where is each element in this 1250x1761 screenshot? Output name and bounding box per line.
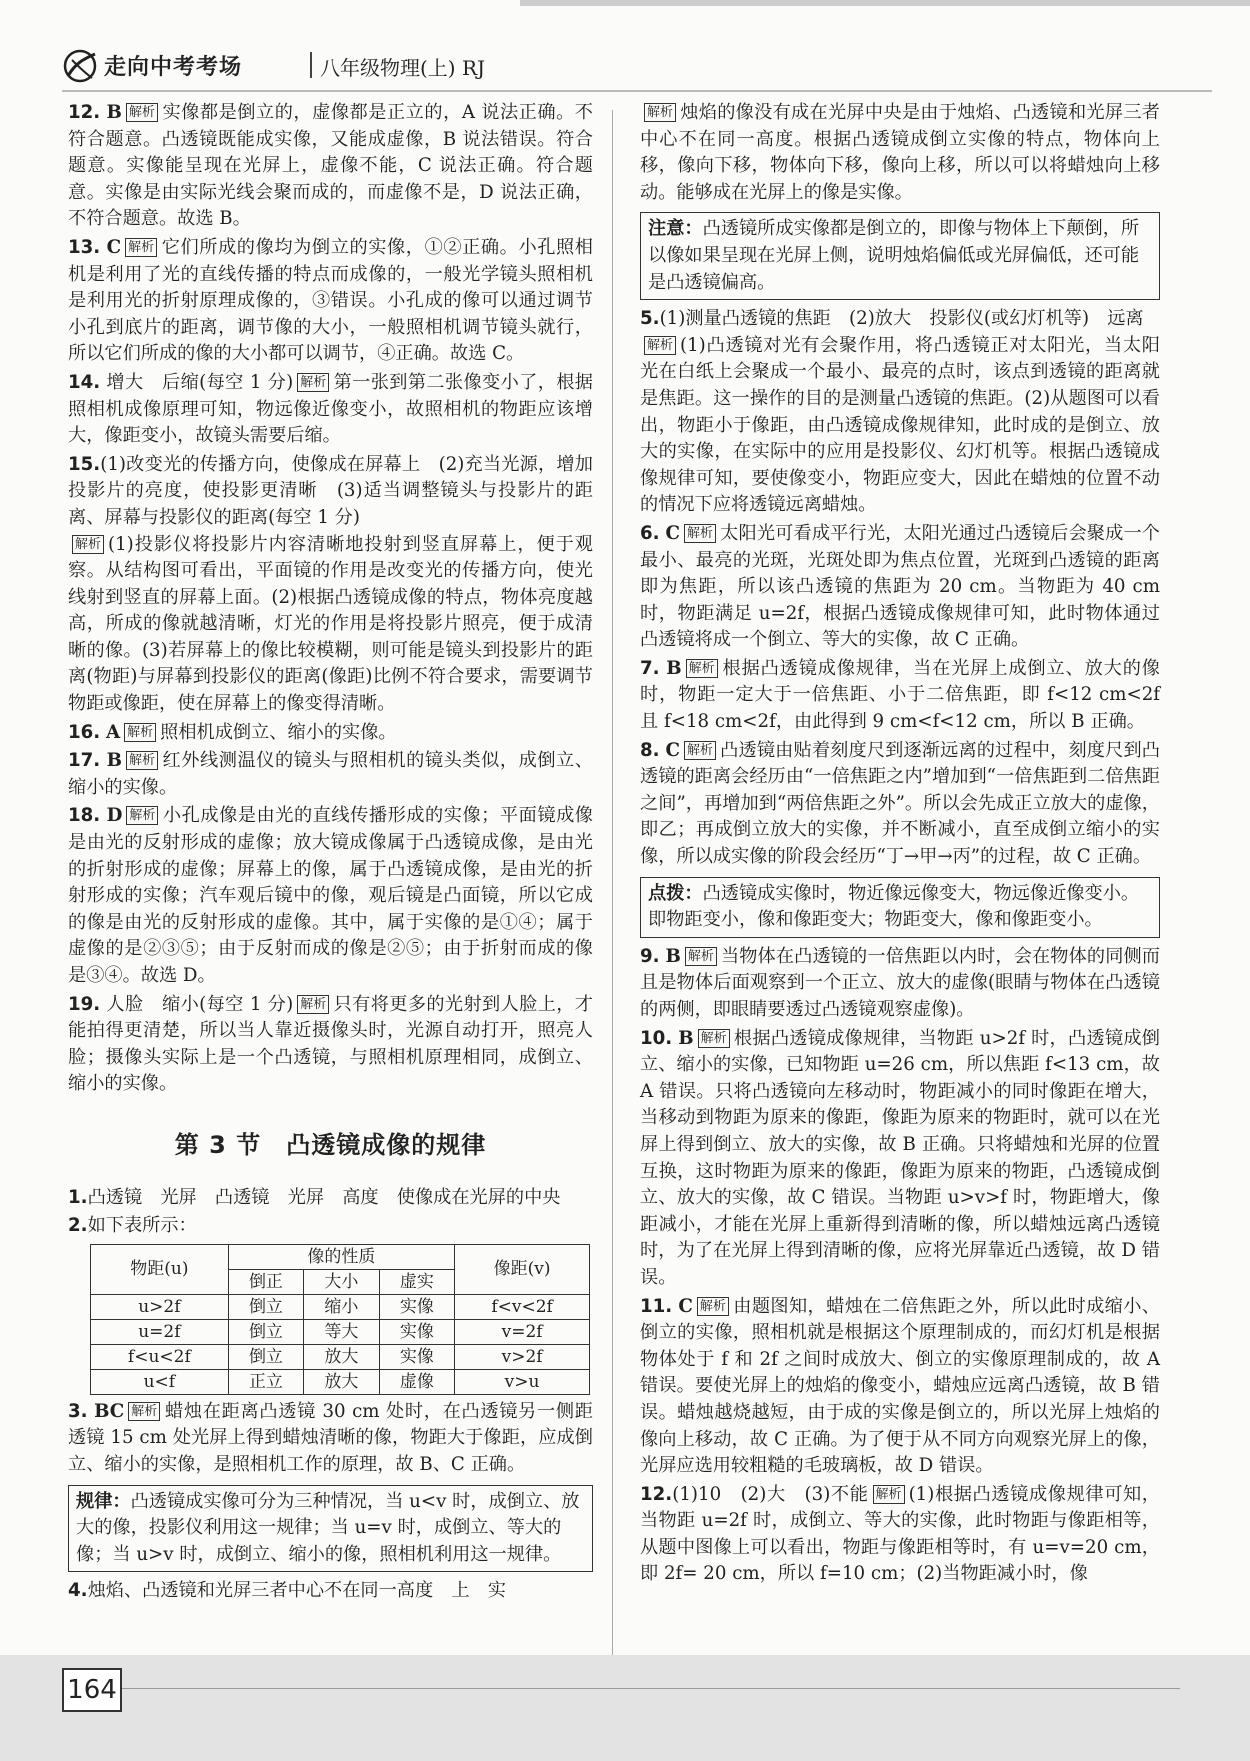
answer-item: 15.(1)改变光的传播方向，使像成在屏幕上 (2)充当光源，增加投影片的亮度，使投影更清晰 (3)适当调整镜头与投影片的距离、屏幕与投影仪的距离(每空 1 分) 解析 (1)投影仪将投影片内容清晰地投射到竖直屏幕上，便于观察。从结构图可看出，平面镜的作用是改变光的传播方向，使光线射到竖直的屏幕上面。(2)根据凸透镜成像的特点，物体亮度越高，所成的像就越清晰，灯光的作用是将投影片照亮，便于成清晰的像。(3)若屏幕上的像比较模糊，则可能是镜头到投影片的距离(物距)与屏幕到投影仪的距离(像距)比例不符合要求，需要调节物距或像距，使在屏幕上的像变得清晰。	[68, 453, 593, 715]
brand-logo-icon	[62, 48, 98, 84]
answer-item: 2.如下表所示：	[68, 1215, 197, 1237]
answer-item: 12. B 解析 实像都是倒立的，虚像都是正立的，A 说法正确。不符合题意。凸透镜既能成实像，又能成虚像，B 说法错误。符合题意。实像能呈现在光屏上，虚像不能，C 说法正确。符合题意。实像是由实际光线会聚而成的，而虚像不是，D 说法正确，不符合题意。故选 B。	[68, 102, 593, 230]
answer-item: 18. D 解析 小孔成像是由光的直线传播形成的实像；平面镜成像是由光的反射形成的虚像；放大镜成像属于凸透镜成像，是由光的折射形成的虚像；屏幕上的像，属于凸透镜成像，是由光的折射形成的实像；汽车观后镜中的像，观后镜是凸面镜，所以它成的像是由光的反射形成的虚像。其中，属于实像的是①④；属于虚像的是②③⑤；由于反射而成的像是②⑤；由于折射而成的像是③④。故选 D。	[68, 805, 593, 986]
left-column	[68, 100, 593, 1607]
footer-rule	[120, 1688, 1180, 1689]
table-subheader: 倒正	[228, 1269, 303, 1294]
answer-item: 9. B 解析 当物体在凸透镜的一倍焦距以内时，会在物体的同侧而且是物体后面观察到一个正立、放大的虚像(眼睛与物体在凸透镜的两侧，即眼睛要透过凸透镜观察虚像)。	[640, 945, 1160, 1020]
answer-item: 17. B 解析 红外线测温仪的镜头与照相机的镜头类似，成倒立、缩小的实像。	[68, 750, 593, 798]
answer-item: 19. 人脸 缩小(每空 1 分) 解析 只有将更多的光射到人脸上，才能拍得更清楚，所以当人靠近摄像头时，光源自动打开，照亮人脸；摄像头实际上是一个凸透镜，与照相机原理相同，成倒立、缩小的实像。	[68, 993, 593, 1095]
brand-title: 走向中考考场	[104, 55, 243, 80]
header-separator	[310, 52, 312, 78]
answer-item: 16. A 解析 照相机成倒立、缩小的实像。	[68, 721, 397, 743]
note-box: 注意：凸透镜所成实像都是倒立的，即像与物体上下颠倒，所以像如果呈现在光屏上侧，说明烛焰偏低或光屏偏低，还可能是凸透镜偏高。	[640, 212, 1160, 300]
table-header: 物距(u)	[91, 1244, 229, 1294]
answer-item: 6. C 解析 太阳光可看成平行光，太阳光通过凸透镜后会聚成一个最小、最亮的光斑，光斑处即为焦点位置，光斑到凸透镜的距离即为焦距，所以该凸透镜的焦距为 20 cm。当物距为 40 cm 时，物距满足 u=2f，根据凸透镜成像规律可知，此时物体通过凸透镜将成一个倒立、等大的实像，故 C 正确。	[640, 522, 1160, 651]
section-title: 第 3 节 凸透镜成像的规律	[174, 1130, 487, 1159]
answer-item: 解析 烛焰的像没有成在光屏中央是由于烛焰、凸透镜和光屏三者中心不在同一高度。根据凸透镜成倒立实像的特点，物体向上移，像向下移，物体向下移，像向上移，所以可以将蜡烛向上移动。能够成在光屏上的像是实像。	[640, 102, 1160, 203]
answer-item: 8. C 解析 凸透镜由贴着刻度尺到逐渐远离的过程中，刻度尺到凸透镜的距离会经历由“一倍焦距之内”增加到“一倍焦距到二倍焦距之间”，再增加到“两倍焦距之外”。所以会先成正立放大的虚像，即乙；再成倒立放大的实像，并不断减小，直至成倒立缩小的实像，所以成实像的阶段会经历“丁→甲→丙”的过程，故 C 正确。	[640, 739, 1160, 868]
table-subheader: 大小	[304, 1269, 379, 1294]
table-row: f<u<2f 倒立 放大 实像 v>2f	[91, 1344, 590, 1369]
lens-image-table	[90, 1244, 590, 1395]
right-column	[640, 100, 1160, 1590]
answer-item: 11. C 解析 由题图知，蜡烛在二倍焦距之外，所以此时成缩小、倒立的实像，照相机就是根据这个原理制成的，而幻灯机是根据物体处于 f 和 2f 之间时成放大、倒立的实像原理制成的，故 A 错误。要使光屏上的烛焰的像变小，蜡烛应远离凸透镜，故 B 错误。蜡烛越烧越短，由于成的实像是倒立的，所以光屏上烛焰的像向上移动，故 C 正确。为了便于从不同方向观察光屏上的像，光屏应选用较粗糙的毛玻璃板，故 D 错误。	[640, 1295, 1160, 1477]
table-subheader: 虚实	[379, 1269, 454, 1294]
answer-item: 12.(1)10 (2)大 (3)不能 解析 (1)根据凸透镜成像规律可知，当物距 u=2f 时，成倒立、等大的实像，此时物距与像距相等，从题中图像上可以看出，物距与像距相等时，有 u=v=20 cm，即 2f= 20 cm，所以 f=10 cm；(2)当物距减小时，像	[640, 1483, 1160, 1585]
table-row: u<f 正立 放大 虚像 v>u	[91, 1369, 590, 1394]
page-header	[62, 40, 1192, 90]
answer-item: 3. BC 解析 蜡烛在距离凸透镜 30 cm 处时，在凸透镜另一侧距透镜 15 cm 处光屏上得到蜡烛清晰的像，物距大于像距，应成倒立、缩小的实像，是照相机工作的原理，故 B、C 正确。	[68, 1400, 593, 1475]
tip-box: 点拨：凸透镜成实像时，物近像远像变大，物远像近像变小。即物距变小，像和像距变大；物距变大，像和像距变小。	[640, 877, 1160, 938]
subject-title: 八年级物理(上) RJ	[320, 56, 486, 80]
answer-item: 13. C 解析 它们所成的像均为倒立的实像，①②正确。小孔照相机是利用了光的直线传播的特点而成像的，一般光学镜头照相机是利用光的折射原理成像的，③错误。小孔成的像可以通过调节小孔到底片的距离，调节像的大小，一般照相机调节镜头就行，所以它们所成的像的大小都可以调节，④正确。故选 C。	[68, 236, 593, 365]
footer-band	[0, 1655, 1250, 1761]
top-edge-bar	[520, 0, 1250, 6]
answer-item: 5.(1)测量凸透镜的焦距 (2)放大 投影仪(或幻灯机等) 远离 解析 (1)凸透镜对光有会聚作用，将凸透镜正对太阳光，当太阳光在白纸上会聚成一个最小、最亮的点时，该点到透镜的距离就是焦距。这一操作的目的是测量凸透镜的焦距。(2)从题图可以看出，物距小于像距，由凸透镜成像规律知，此时成的是倒立、放大的实像，在实际中的应用是投影仪、幻灯机等。根据凸透镜成像规律可知，要使像变小，物距应变大，因此在蜡烛的位置不动的情况下应将透镜远离蜡烛。	[640, 308, 1160, 516]
answer-item: 14. 增大 后缩(每空 1 分) 解析 第一张到第二张像变小了，根据照相机成像原理可知，物远像近像变小，故照相机的物距应该增大，像距变小，故镜头需要后缩。	[68, 371, 593, 447]
answer-item: 1.凸透镜 光屏 凸透镜 光屏 高度 使像成在光屏的中央	[68, 1186, 561, 1208]
table-row: u>2f 倒立 缩小 实像 f<v<2f	[91, 1294, 590, 1319]
answer-item: 7. B 解析 根据凸透镜成像规律，当在光屏上成倒立、放大的像时，物距一定大于一倍焦距、小于二倍焦距，即 f<12 cm<2f 且 f<18 cm<2f，由此得到 9 cm<f<12 cm，所以 B 正确。	[640, 657, 1160, 733]
answer-item: 10. B 解析 根据凸透镜成像规律，当物距 u>2f 时，凸透镜成倒立、缩小的实像，已知物距 u=26 cm，所以焦距 f<13 cm，故 A 错误。只将凸透镜向左移动时，物距减小的同时像距在增大，当移动到物距为原来的像距，像距为原来的物距时，就可以在光屏上得到倒立、放大的实像，故 B 正确。只将蜡烛和光屏的位置互换，这时物距为原来的像距，像距为原来的物距，凸透镜成倒立、放大的实像，故 C 错误。当物距 u>v>f 时，物距增大，像距减小，才能在光屏上重新得到清晰的像，所以蜡烛远离凸透镜时，为了在光屏上得到清晰的像，应将光屏靠近凸透镜，故 D 错误。	[640, 1027, 1160, 1288]
rule-box: 规律：凸透镜成实像可分为三种情况，当 u<v 时，成倒立、放大的像，投影仪利用这一规律；当 u=v 时，成倒立、等大的像；当 u>v 时，成倒立、缩小的像，照相机利用这一规律。	[68, 1485, 593, 1573]
table-row: u=2f 倒立 等大 实像 v=2f	[91, 1319, 590, 1344]
header-rule	[62, 90, 1212, 92]
column-divider	[612, 110, 613, 1655]
answer-item: 4.烛焰、凸透镜和光屏三者中心不在同一高度 上 实	[68, 1580, 506, 1602]
table-header: 像的性质	[228, 1244, 454, 1269]
page-number: 164	[62, 1668, 122, 1712]
table-header: 像距(v)	[455, 1244, 590, 1294]
